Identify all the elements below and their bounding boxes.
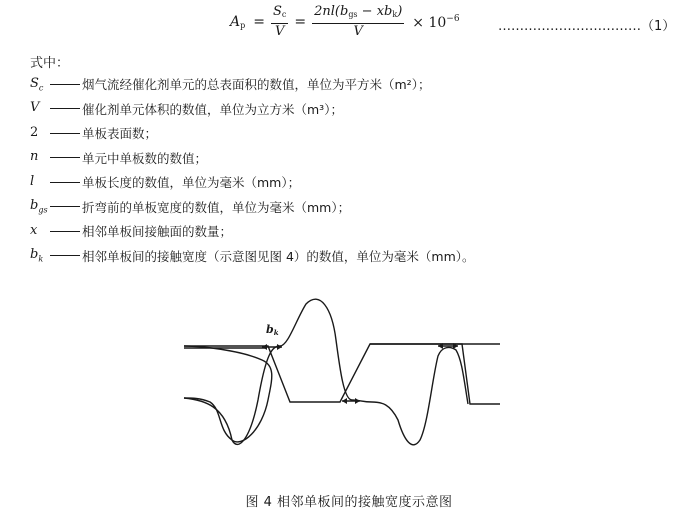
- em-dash: [50, 255, 80, 256]
- definition-item: l 单板长度的数值，单位为毫米（mm）；: [30, 173, 301, 191]
- contact-width-diagram: [0, 290, 698, 480]
- em-dash: [50, 231, 80, 232]
- lower-plate: [184, 344, 500, 404]
- contact-arrow: [262, 344, 282, 350]
- em-dash: [50, 84, 80, 85]
- equals-sign: =: [253, 14, 265, 30]
- definition-item: x 相邻单板间接触面的数量；: [30, 222, 233, 240]
- em-dash: [50, 182, 80, 183]
- equals-sign: =: [294, 14, 307, 30]
- definition-list: [30, 72, 690, 268]
- definition-item: $b_{gs}$ 折弯前的单板宽度的数值，单位为毫米（mm）；: [30, 198, 351, 216]
- em-dash: [50, 157, 80, 158]
- em-dash: [50, 133, 80, 134]
- figure-caption: 图 4 相邻单板间的接触宽度示意图: [245, 495, 453, 510]
- multiplier: × $10^{-6}$: [412, 13, 460, 31]
- wavy-plate-main: [184, 299, 468, 445]
- formula-1: [230, 4, 460, 40]
- definition-item: $S_c$ 烟气流经催化剂单元的总表面积的数值，单位为平方米（m²）；: [30, 75, 431, 93]
- bk-label: bk: [266, 323, 279, 337]
- formula-number: ……………………………（1）: [498, 19, 676, 34]
- where-label: 式中：: [30, 56, 70, 71]
- fraction-sc-over-v: $\frac{S_c}{V}$: [272, 4, 287, 39]
- em-dash: [50, 206, 80, 207]
- em-dash: [50, 108, 80, 109]
- formula-lhs: $A_p$: [230, 14, 246, 30]
- definition-item: n 单元中单板数的数值；: [30, 149, 208, 166]
- definition-item: $b_k$ 相邻单板间的接触宽度（示意图见图 4）的数值，单位为毫米（mm）。: [30, 247, 475, 265]
- contact-arrow: [342, 398, 360, 404]
- definition-item: V 催化剂单元体积的数值，单位为立方米（m³）；: [30, 100, 343, 117]
- fraction-expanded: $\frac{2nl(b_{gs} - xb_k)}{V}$: [314, 4, 403, 39]
- definition-item: 2 单板表面数；: [30, 124, 158, 142]
